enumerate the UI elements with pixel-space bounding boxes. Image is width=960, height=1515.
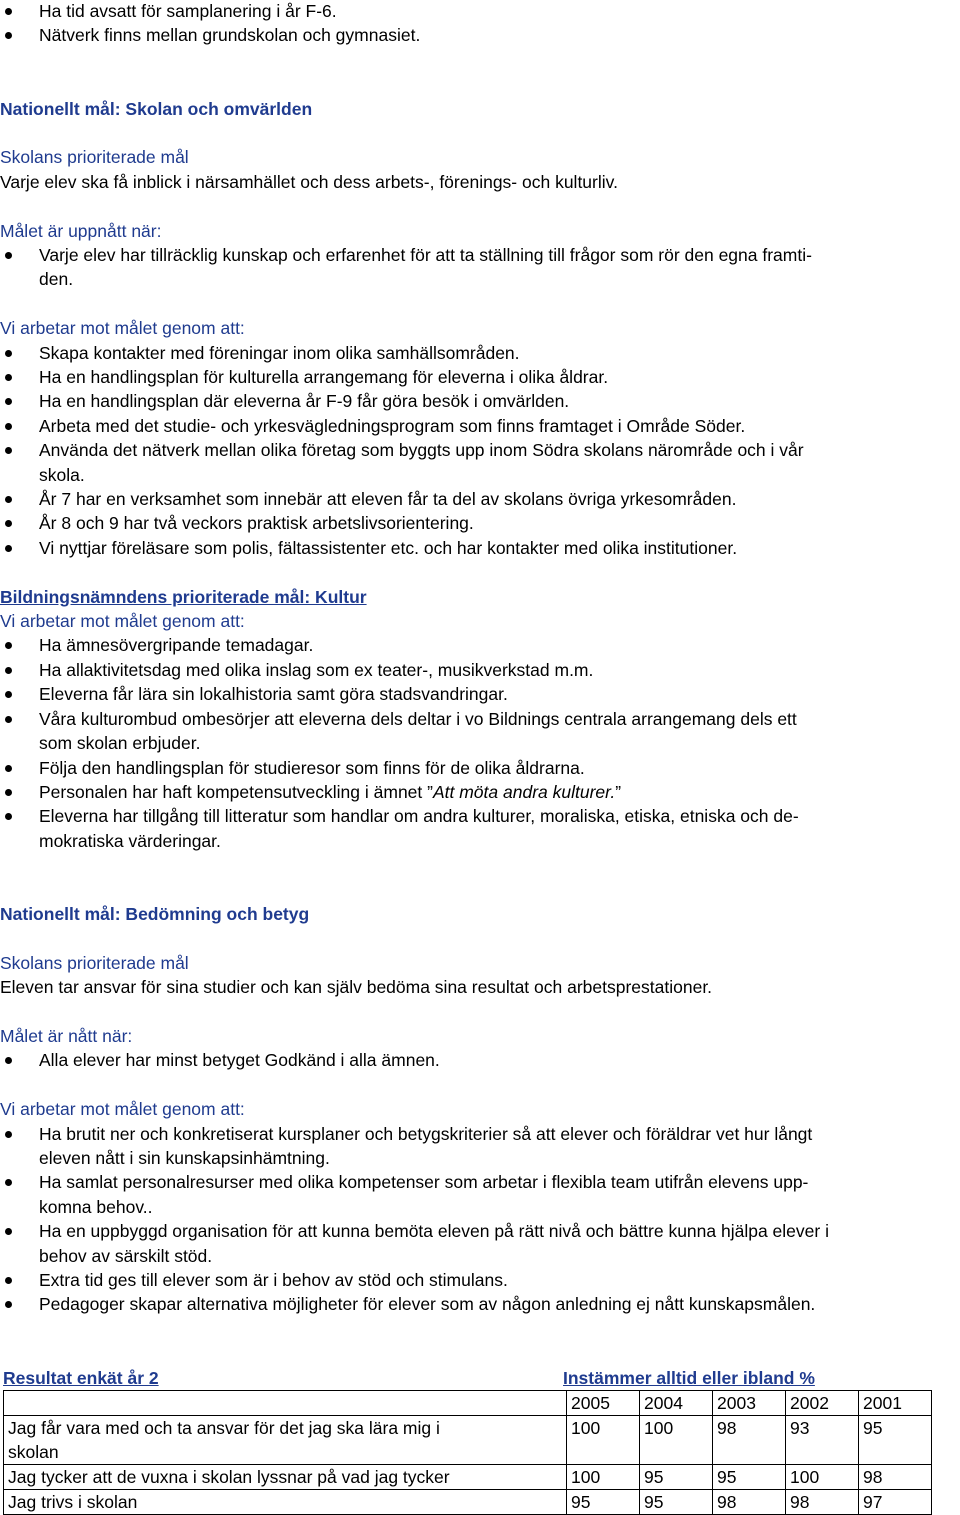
results-table	[3, 1390, 932, 1515]
list-item: Ha brutit ner och konkretiserat kursplaner och betygskriterier så att elever och föräldrar vet hur långt eleven nått i sin kunskapsinhämtning.	[0, 1122, 958, 1171]
value-cell: 98	[713, 1415, 786, 1464]
section-skolan-omvarlden	[0, 97, 958, 561]
priority-text: Eleven tar ansvar för sina studier och kan själv bedöma sina resultat och arbetsprestationer.	[0, 977, 713, 998]
achieved-label: Målet är uppnått när:	[0, 220, 162, 241]
row-label: Jag tycker att de vuxna i skolan lyssnar på vad jag tycker	[4, 1464, 567, 1489]
list-item: Arbeta med det studie- och yrkesvägledningsprogram som finns framtaget i Område Söder.	[0, 414, 958, 438]
results-title: Resultat enkät år 2	[3, 1367, 159, 1388]
bullet-icon	[5, 716, 12, 723]
work-list	[0, 341, 958, 561]
bullet-icon	[5, 1301, 12, 1308]
value-cell: 100	[786, 1464, 859, 1489]
results-header	[0, 1366, 958, 1390]
bullet-icon	[5, 545, 12, 552]
bullet-icon	[5, 765, 12, 772]
value-cell: 100	[567, 1464, 640, 1489]
list-item: Ha en handlingsplan för kulturella arrangemang för eleverna i olika åldrar.	[0, 365, 958, 389]
list-item: Ha en handlingsplan där eleverna år F-9 får göra besök i omvärlden.	[0, 389, 958, 413]
bullet-icon	[5, 398, 12, 405]
bullet-icon	[5, 642, 12, 649]
table-cell	[4, 1390, 567, 1415]
work-list	[0, 1122, 958, 1317]
section-kultur	[0, 585, 958, 853]
list-item: Skapa kontakter med föreningar inom olika samhällsområden.	[0, 341, 958, 365]
list-item: Våra kulturombud ombesörjer att eleverna dels deltar i vo Bildnings centrala arrangemang dels ett som skolan erbjuder.	[0, 707, 958, 756]
value-cell: 100	[567, 1415, 640, 1464]
bullet-icon	[5, 350, 12, 357]
list-item: Eleverna får lära sin lokalhistoria samt göra stadsvandringar.	[0, 682, 958, 706]
table-row	[4, 1489, 932, 1514]
value-cell: 98	[713, 1489, 786, 1514]
list-item: Använda det nätverk mellan olika företag som byggts upp inom Södra skolans närområde och i vår skola.	[0, 438, 958, 487]
bullet-icon	[5, 691, 12, 698]
section-heading: Bildningsnämndens prioriterade mål: Kultur	[0, 586, 367, 607]
year-cell: 2004	[640, 1390, 713, 1415]
year-cell: 2001	[859, 1390, 932, 1415]
bullet-icon	[5, 789, 12, 796]
list-item: Ha tid avsatt för samplanering i år F-6.	[0, 0, 958, 23]
work-label: Vi arbetar mot målet genom att:	[0, 1099, 245, 1120]
results-section	[0, 1366, 958, 1515]
table-row	[4, 1415, 932, 1464]
bullet-icon	[5, 1057, 12, 1064]
list-item: Alla elever har minst betyget Godkänd i alla ämnen.	[0, 1048, 958, 1072]
list-item: Ha samlat personalresurser med olika kompetenser som arbetar i flexibla team utifrån elevens upp- komna behov..	[0, 1170, 958, 1219]
results-subtitle: Instämmer alltid eller ibland %	[563, 1367, 815, 1388]
value-cell: 95	[567, 1489, 640, 1514]
list-item: Eleverna har tillgång till litteratur som handlar om andra kulturer, moraliska, etiska, etniska och de- mokratiska värderingar.	[0, 804, 958, 853]
list-item: Extra tid ges till elever som är i behov av stöd och stimulans.	[0, 1268, 958, 1292]
intro-list	[0, 0, 958, 48]
achieved-list	[0, 1048, 958, 1072]
value-cell: 95	[713, 1464, 786, 1489]
value-cell: 98	[786, 1489, 859, 1514]
value-cell: 93	[786, 1415, 859, 1464]
bullet-icon	[5, 374, 12, 381]
list-item: År 8 och 9 har två veckors praktisk arbetslivsorientering.	[0, 511, 958, 535]
work-list	[0, 633, 958, 853]
row-label: Jag trivs i skolan	[4, 1489, 567, 1514]
bullet-icon	[5, 1277, 12, 1284]
achieved-label: Målet är nått när:	[0, 1025, 133, 1046]
list-item: Vi nyttjar föreläsare som polis, fältassistenter etc. och har kontakter med olika institutioner.	[0, 536, 958, 560]
section-heading: Nationellt mål: Skolan och omvärlden	[0, 98, 313, 119]
value-cell: 98	[859, 1464, 932, 1489]
achieved-list	[0, 243, 958, 292]
bullet-icon	[5, 1131, 12, 1138]
table-row	[4, 1464, 932, 1489]
list-item: Ha en uppbyggd organisation för att kunna bemöta eleven på rätt nivå och bättre kunna hjälpa elever i behov av särskilt stöd.	[0, 1219, 958, 1268]
bullet-icon	[5, 496, 12, 503]
section-heading: Nationellt mål: Bedömning och betyg	[0, 903, 310, 924]
list-item: Pedagoger skapar alternativa möjligheter för elever som av någon anledning ej nått kunskapsmålen.	[0, 1292, 958, 1316]
value-cell: 97	[859, 1489, 932, 1514]
list-item: Varje elev har tillräcklig kunskap och erfarenhet för att ta ställning till frågor som rör den egna framti- den.	[0, 243, 958, 292]
bullet-icon	[5, 520, 12, 527]
list-item: Personalen har haft kompetensutveckling i ämnet ”Att möta andra kulturer.”	[0, 780, 958, 804]
bullet-icon	[5, 447, 12, 454]
value-cell: 95	[640, 1464, 713, 1489]
year-cell: 2002	[786, 1390, 859, 1415]
year-cell: 2003	[713, 1390, 786, 1415]
value-cell: 95	[859, 1415, 932, 1464]
bullet-icon	[5, 1179, 12, 1186]
priority-text: Varje elev ska få inblick i närsamhället och dess arbets-, förenings- och kulturliv.	[0, 171, 618, 192]
work-label: Vi arbetar mot målet genom att:	[0, 611, 245, 632]
list-item: År 7 har en verksamhet som innebär att eleven får ta del av skolans övriga yrkesområden.	[0, 487, 958, 511]
row-label: Jag får vara med och ta ansvar för det jag ska lära mig i skolan	[4, 1415, 567, 1464]
bullet-icon	[5, 32, 12, 39]
bullet-icon	[5, 8, 12, 15]
table-header-row	[4, 1390, 932, 1415]
value-cell: 95	[640, 1489, 713, 1514]
list-item: Följa den handlingsplan för studieresor som finns för de olika åldrarna.	[0, 756, 958, 780]
list-item: Nätverk finns mellan grundskolan och gymnasiet.	[0, 23, 958, 47]
section-bedomning-betyg	[0, 902, 958, 1317]
bullet-icon	[5, 667, 12, 674]
year-cell: 2005	[567, 1390, 640, 1415]
bullet-icon	[5, 813, 12, 820]
bullet-icon	[5, 1228, 12, 1235]
list-item: Ha ämnesövergripande temadagar.	[0, 633, 958, 657]
value-cell: 100	[640, 1415, 713, 1464]
bullet-icon	[5, 252, 12, 259]
bullet-icon	[5, 423, 12, 430]
priority-label: Skolans prioriterade mål	[0, 147, 189, 168]
list-item: Ha allaktivitetsdag med olika inslag som ex teater-, musikverkstad m.m.	[0, 658, 958, 682]
work-label: Vi arbetar mot målet genom att:	[0, 318, 245, 339]
priority-label: Skolans prioriterade mål	[0, 952, 189, 973]
